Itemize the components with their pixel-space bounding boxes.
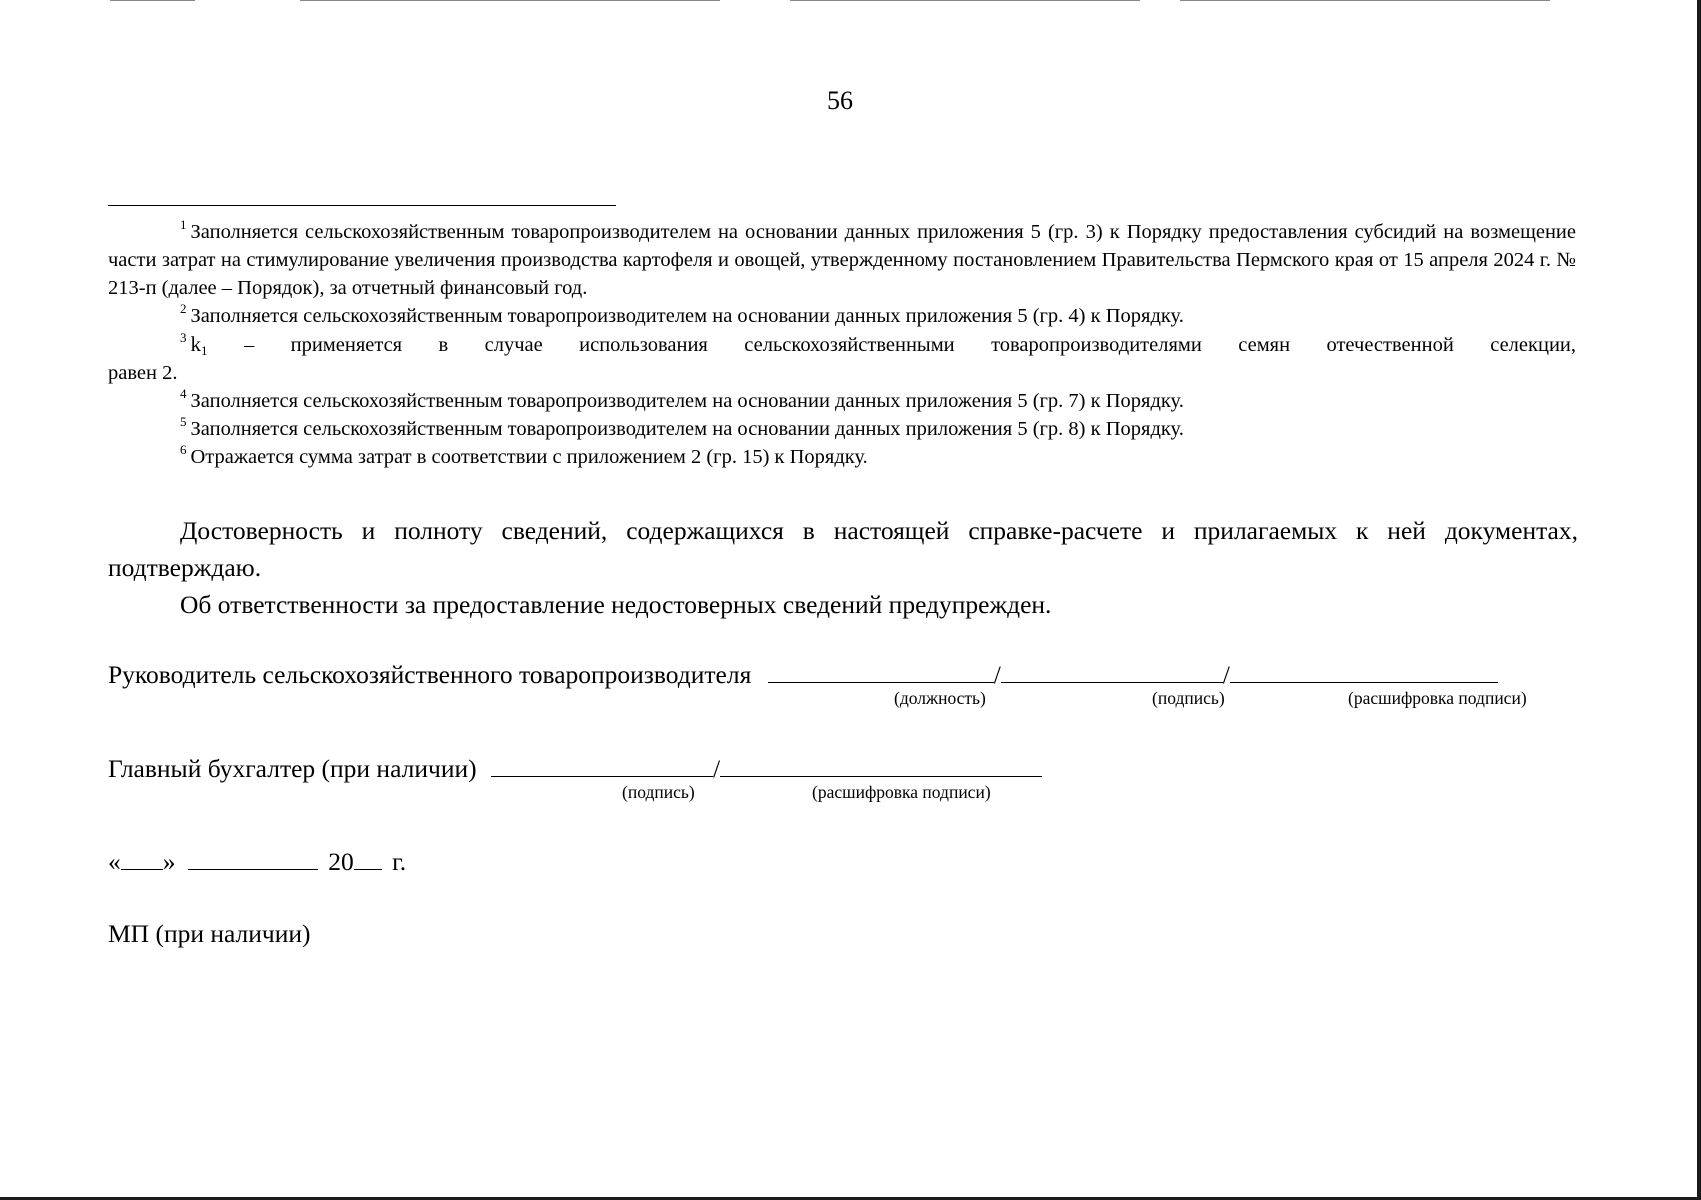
footnote-separator <box>108 205 616 206</box>
footnote-3 <box>108 330 1576 359</box>
separator-slash: / <box>993 660 1001 689</box>
footnote-5 <box>108 415 1576 443</box>
accountant-decoding-field[interactable] <box>720 750 1042 777</box>
footnote-1 <box>108 218 1576 302</box>
footnote-3-continuation <box>108 359 1576 387</box>
footnote-6 <box>108 443 1576 471</box>
caption-signature: (подпись) <box>1152 688 1225 708</box>
year-field[interactable] <box>354 843 382 870</box>
position-field[interactable] <box>768 656 994 683</box>
footnote-text: – применяется в случае использования сельскохозяйственными товаропроизводителями семян отечественной селекции, <box>243 334 1577 356</box>
date-open-quote: « <box>108 847 121 876</box>
coefficient-letter: k <box>190 332 201 356</box>
footnote-mark: 5 <box>180 414 187 429</box>
footnote-text: Заполняется сельскохозяйственным товаропроизводителем на основании данных приложения 5 (гр. 7) к Порядку. <box>190 390 1184 412</box>
scan-top-edge <box>0 0 1701 2</box>
accountant-signature-label: Главный бухгалтер (при наличии) <box>108 754 477 783</box>
liability-paragraph: Об ответственности за предоставление недостоверных сведений предупрежден. <box>180 590 1052 619</box>
accountant-signature-line <box>108 750 1042 784</box>
footnotes <box>108 218 1576 471</box>
year-prefix: 20 <box>328 847 354 876</box>
separator-slash: / <box>1222 660 1230 689</box>
scan-right-edge <box>1697 0 1701 1200</box>
footnote-text: Отражается сумма затрат в соответствии с приложением 2 (гр. 15) к Порядку. <box>190 446 868 468</box>
coefficient-subscript: 1 <box>201 343 208 358</box>
page-number: 56 <box>827 86 853 115</box>
footnote-mark: 1 <box>180 217 187 232</box>
caption-signature-decoding: (расшифровка подписи) <box>1348 688 1527 708</box>
signature-field[interactable] <box>1001 656 1223 683</box>
head-signature-line <box>108 656 1498 690</box>
separator-slash: / <box>712 754 721 783</box>
date-line <box>108 843 406 877</box>
footnote-text: Заполняется сельскохозяйственным товаропроизводителем на основании данных приложения 5 (гр. 8) к Порядку. <box>190 418 1184 440</box>
year-suffix: г. <box>392 847 407 876</box>
day-field[interactable] <box>121 843 163 870</box>
accountant-signature-field[interactable] <box>491 750 713 777</box>
footnote-text: Заполняется сельскохозяйственным товаропроизводителем на основании данных приложения 5 (гр. 3) к Порядку предоставления субсидий на возмещение части затрат на стимулирование увеличения производства картофеля и овощей, утвержденному постановлением Правительства Пермского края от 15 апреля 2024 г. № 213-п (далее – Порядок), за отчетный финансовый год. <box>108 221 1576 299</box>
caption-position: (должность) <box>894 688 986 708</box>
footnote-text: Заполняется сельскохозяйственным товаропроизводителем на основании данных приложения 5 (гр. 4) к Порядку. <box>190 305 1184 327</box>
coefficient-symbol <box>191 332 208 356</box>
confirmation-paragraph: Достоверность и полноту сведений, содержащихся в настоящей справке-расчете и прилагаемых к ней документах, подтверждаю. <box>108 516 1578 582</box>
head-signature-label: Руководитель сельскохозяйственного товаропроизводителя <box>108 660 752 689</box>
confirmation-block <box>108 512 1578 623</box>
footnote-text: равен 2. <box>108 362 178 384</box>
footnote-mark: 3 <box>180 330 187 345</box>
caption-accountant-decoding: (расшифровка подписи) <box>812 782 991 802</box>
footnote-2 <box>108 302 1576 330</box>
stamp-place: МП (при наличии) <box>108 919 311 948</box>
footnote-mark: 4 <box>180 386 187 401</box>
month-field[interactable] <box>188 843 318 870</box>
footnote-4 <box>108 387 1576 415</box>
signature-decoding-field[interactable] <box>1230 656 1498 683</box>
date-close-quote: » <box>162 847 176 876</box>
footnote-mark: 6 <box>180 442 187 457</box>
caption-accountant-signature: (подпись) <box>622 782 695 802</box>
footnote-mark: 2 <box>180 301 187 316</box>
